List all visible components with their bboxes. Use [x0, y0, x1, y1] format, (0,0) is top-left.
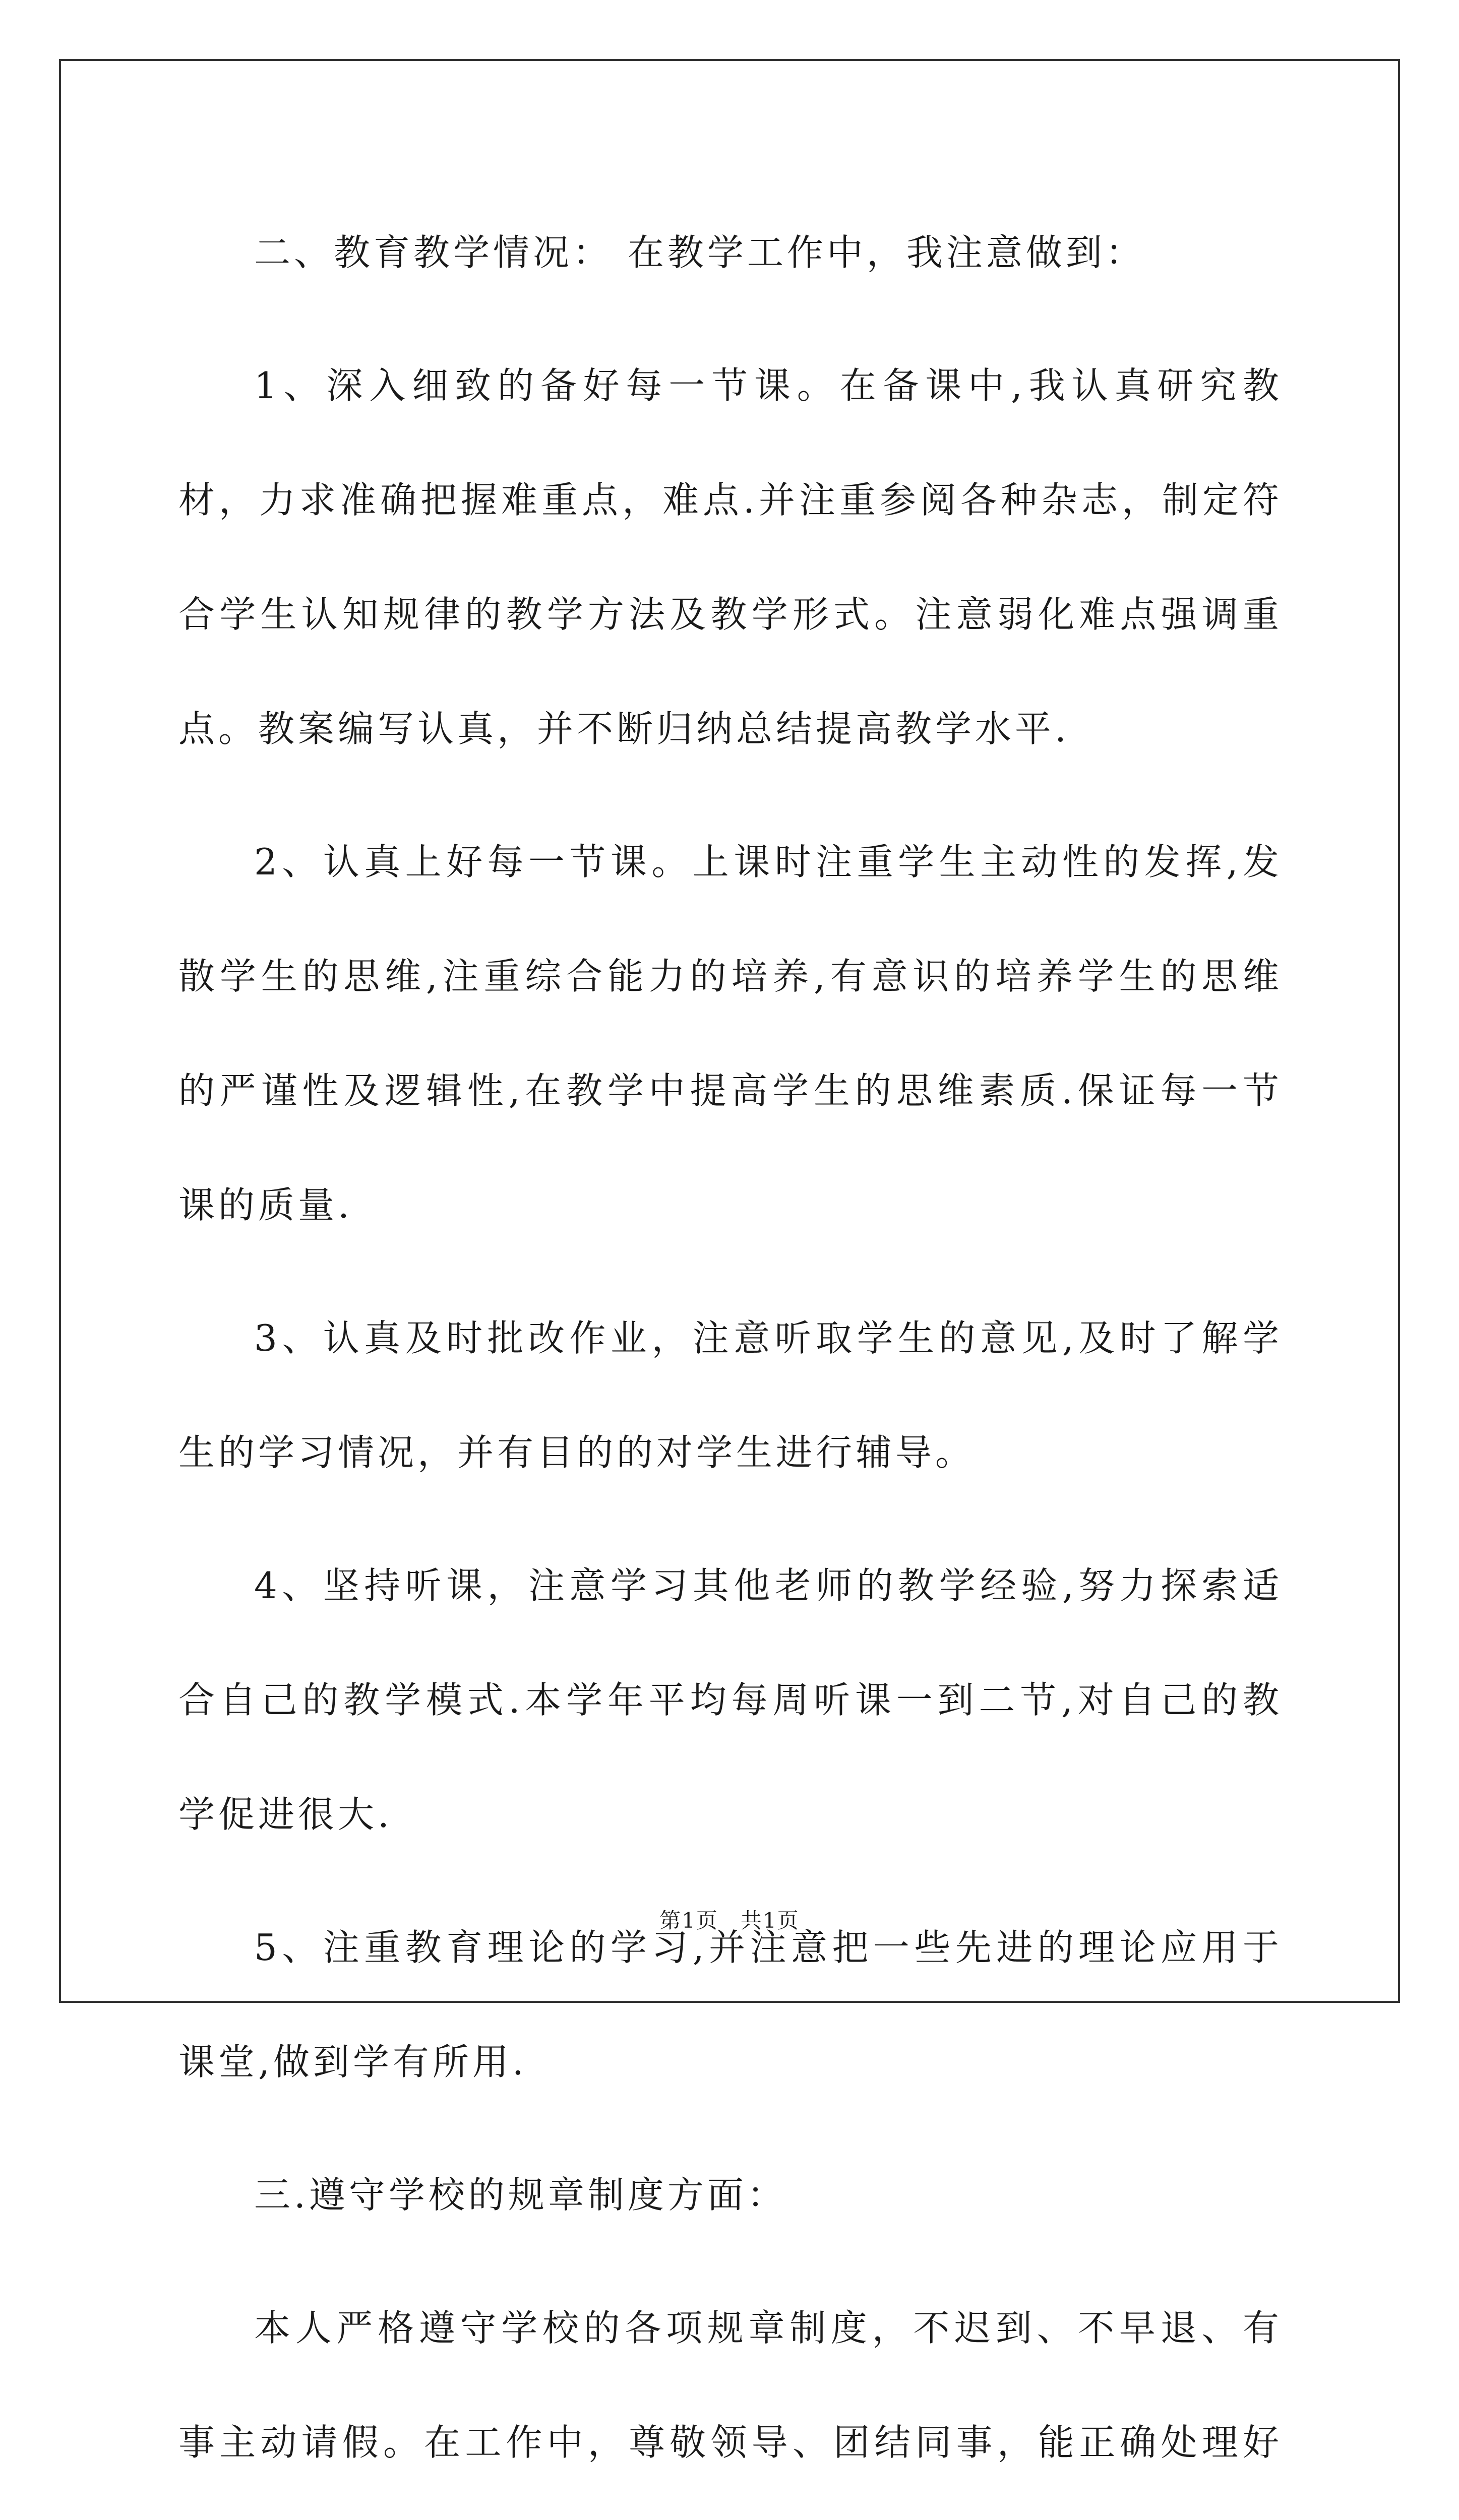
paragraph-item-1: 1、深入细致的备好每一节课。在备课中,我认真研究教材，力求准确把握难重点，难点.并注重参阅各种杂志，制定符合学生认知规律的教学方法及教学形式。注意弱化难点强调重点。教案编写认真，并不断归纳总结提高教学水平.	[178, 364, 1283, 750]
paragraph-item-5: 5、注重教育理论的学习,并注意把一些先进的理论应用于课堂,做到学有所用.	[178, 1926, 1283, 2083]
paragraph-section-two-heading: 二、教育教学情况： 在教学工作中，我注意做到：	[254, 231, 1145, 274]
document-body	[178, 196, 1283, 2520]
paragraph-item-4: 4、坚持听课，注意学习其他老师的教学经验,努力探索适合自己的教学模式.本学年平均每周听课一到二节,对自己的教学促进很大.	[178, 1564, 1283, 1836]
page-footer: 第1页 共1页	[659, 1908, 800, 1933]
paragraph-item-2: 2、认真上好每一节课。上课时注重学生主动性的发挥,发散学生的思维,注重综合能力的培养,有意识的培养学生的思维的严谨性及逻辑性,在教学中提高学生的思维素质.保证每一节课的质量.	[178, 841, 1283, 1226]
paragraph-section-three-body: 本人严格遵守学校的各项规章制度，不迟到、不早退、有事主动请假。在工作中，尊敬领导、团结同事，能正确处理好	[178, 2307, 1283, 2464]
paragraph-section-three-heading: 三.遵守学校的规章制度方面：	[254, 2174, 787, 2216]
paragraph-item-3: 3、认真及时批改作业，注意听取学生的意见,及时了解学生的学习情况，并有目的的对学生进行辅导。	[178, 1317, 1283, 1474]
